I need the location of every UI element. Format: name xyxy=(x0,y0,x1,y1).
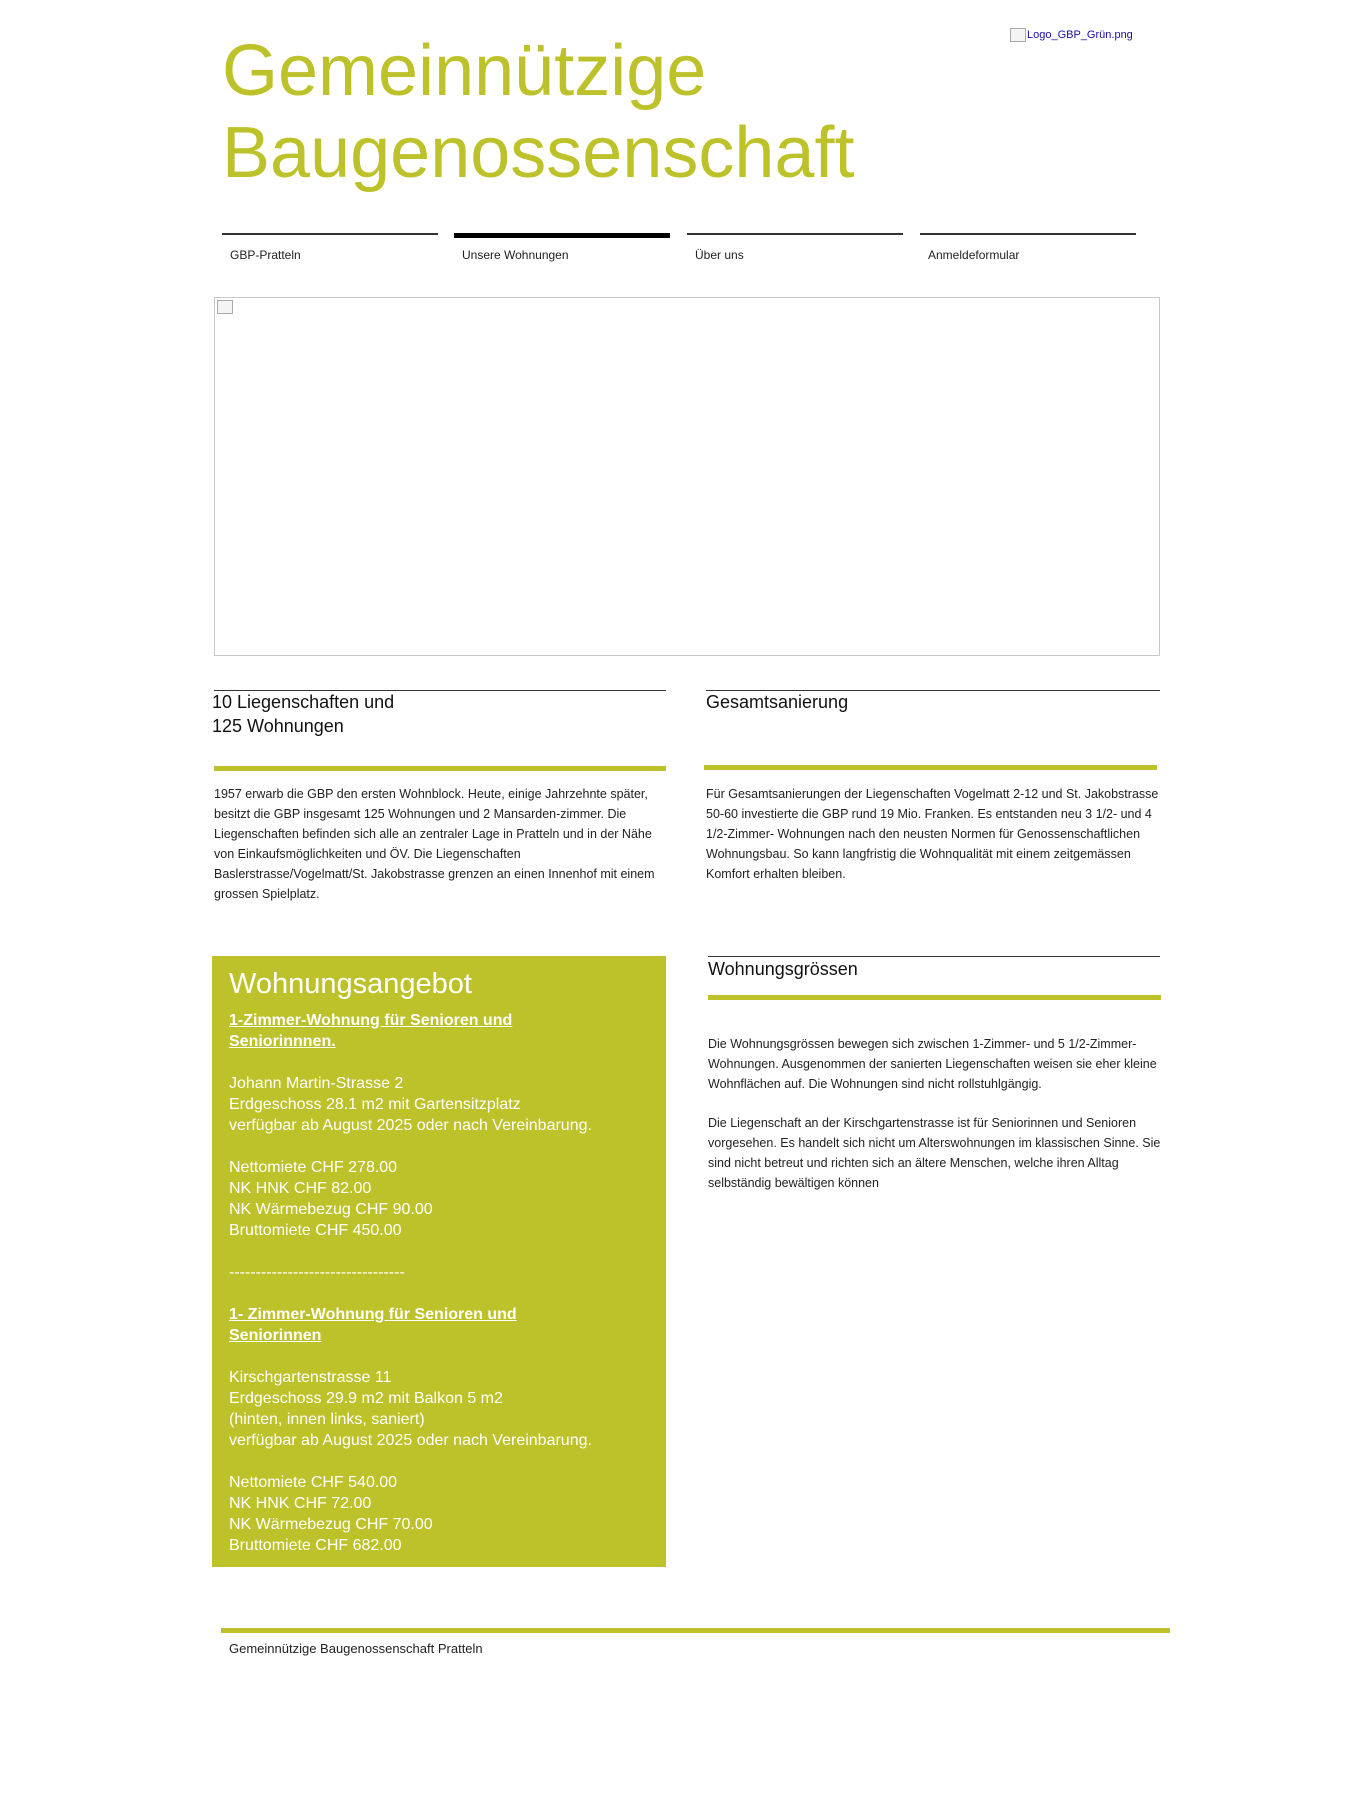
listing-nk-waerme: NK Wärmebezug CHF 70.00 xyxy=(229,1516,433,1533)
nav-item-label: GBP-Pratteln xyxy=(230,248,301,262)
nav-item-label: Über uns xyxy=(695,248,744,262)
footer-accent-rule xyxy=(221,1628,1170,1633)
broken-image-icon xyxy=(1010,28,1026,42)
spacer xyxy=(229,1136,649,1157)
listing-floor: Erdgeschoss 28.1 m2 mit Gartensitzplatz xyxy=(229,1096,521,1113)
section-body-wohnungsgroessen-2: Die Liegenschaft an der Kirschgartenstrasse ist für Seniorinnen und Senioren vorgesehen. Es handelt sich nicht um Alterswohnungen im klassischen Sinne. Sie sind nicht betreut und richten sich an ältere Menschen, welche ihren Alltag selbständig bewältigen können xyxy=(708,1116,1161,1190)
section-heading-wohnungsgroessen: Wohnungsgrössen xyxy=(708,959,858,979)
listing-brutto: Bruttomiete CHF 450.00 xyxy=(229,1222,402,1239)
nav-item-label: Unsere Wohnungen xyxy=(462,248,569,262)
section-body-gesamtsanierung: Für Gesamtsanierungen der Liegenschaften Vogelmatt 2-12 und St. Jakobstrasse 50-60 investierte die GBP rund 19 Mio. Franken. Es entstanden neu 3 1/2- und 4 1/2-Zimmer- Wohnungen nach den neusten Normen für Genossenschaftlichen Wohnungsbau. So kann langfristig die Wohnqualität mit einem zeitgemässen Komfort erhalten bleiben. xyxy=(706,787,1159,881)
spacer xyxy=(229,1241,649,1262)
section-heading-gesamtsanierung: Gesamtsanierung xyxy=(706,692,849,712)
nav-item-gbp-pratteln[interactable] xyxy=(222,233,438,271)
section-body-wohnungsgroessen-1: Die Wohnungsgrössen bewegen sich zwischen 1-Zimmer- und 5 1/2-Zimmer-Wohnungen. Ausgenommen der sanierten Liegenschaften weisen sie eher kleine Wohnflächen auf. Die Wohnungen sind nicht rollstuhlgängig. xyxy=(708,1037,1157,1091)
listing-separator: --------------------------------- xyxy=(229,1264,405,1281)
offer-box xyxy=(212,956,666,1567)
listing-address: Kirschgartenstrasse 11 xyxy=(229,1369,392,1386)
listing-floor: Erdgeschoss 29.9 m2 mit Balkon 5 m2 xyxy=(229,1390,503,1407)
nav-item-unsere-wohnungen[interactable] xyxy=(454,233,670,274)
nav-item-label: Anmeldeformular xyxy=(928,248,1020,262)
listing-availability: verfügbar ab August 2025 oder nach Vereinbarung. xyxy=(229,1432,592,1449)
listing-heading[interactable]: 1- Zimmer-Wohnung für Senioren und Seniorinnen xyxy=(229,1306,517,1344)
spacer xyxy=(229,1451,649,1472)
site-title-line1: Gemeinnützige xyxy=(222,31,707,111)
heading-line: 10 Liegenschaften und xyxy=(212,692,395,712)
footer-text: Gemeinnützige Baugenossenschaft Pratteln xyxy=(229,1641,483,1656)
spacer xyxy=(229,1283,649,1304)
logo-alt-text: Logo_GBP_Grün.png xyxy=(1027,29,1133,41)
section-accent-rule xyxy=(214,766,666,771)
listing-nk-hnk: NK HNK CHF 72.00 xyxy=(229,1495,372,1512)
listing-availability: verfügbar ab August 2025 oder nach Vereinbarung. xyxy=(229,1117,592,1134)
listing-nk-hnk: NK HNK CHF 82.00 xyxy=(229,1180,372,1197)
spacer xyxy=(229,1052,649,1073)
listing-netto: Nettomiete CHF 540.00 xyxy=(229,1474,398,1491)
spacer xyxy=(229,1346,649,1367)
nav-item-anmeldeformular[interactable] xyxy=(920,233,1136,271)
listing-detail: (hinten, innen links, saniert) xyxy=(229,1411,425,1428)
nav-item-ueber-uns[interactable] xyxy=(687,233,903,271)
logo[interactable] xyxy=(1010,28,1133,42)
section-body-liegenschaften: 1957 erwarb die GBP den ersten Wohnblock. Heute, einige Jahrzehnte später, besitzt die GBP insgesamt 125 Wohnungen und 2 Mansarden-zimmer. Die Liegenschaften befinden sich alle an zentraler Lage in Pratteln und in der Nähe von Einkaufsmöglichkeiten und ÖV. Die Liegenschaften Baslerstrasse/Vogelmatt/St. Jakobstrasse grenzen an einen Innenhof mit einem grossen Spielplatz. xyxy=(214,787,655,901)
site-title-line2: Baugenossenschaft xyxy=(222,113,855,193)
listing-brutto: Bruttomiete CHF 682.00 xyxy=(229,1537,402,1554)
heading-line: 125 Wohnungen xyxy=(212,716,344,736)
listing-heading[interactable]: 1-Zimmer-Wohnung für Senioren und Seniorinnnen. xyxy=(229,1012,513,1050)
listing-netto: Nettomiete CHF 278.00 xyxy=(229,1159,398,1176)
section-accent-rule xyxy=(708,995,1161,1000)
section-accent-rule xyxy=(704,765,1157,770)
listing-nk-waerme: NK Wärmebezug CHF 90.00 xyxy=(229,1201,433,1218)
site-title xyxy=(222,30,922,194)
listing-address: Johann Martin-Strasse 2 xyxy=(229,1075,404,1092)
offer-title: Wohnungsangebot xyxy=(229,968,472,1000)
hero-image xyxy=(214,297,1160,656)
broken-image-icon xyxy=(217,300,233,314)
section-heading-liegenschaften xyxy=(212,690,666,738)
